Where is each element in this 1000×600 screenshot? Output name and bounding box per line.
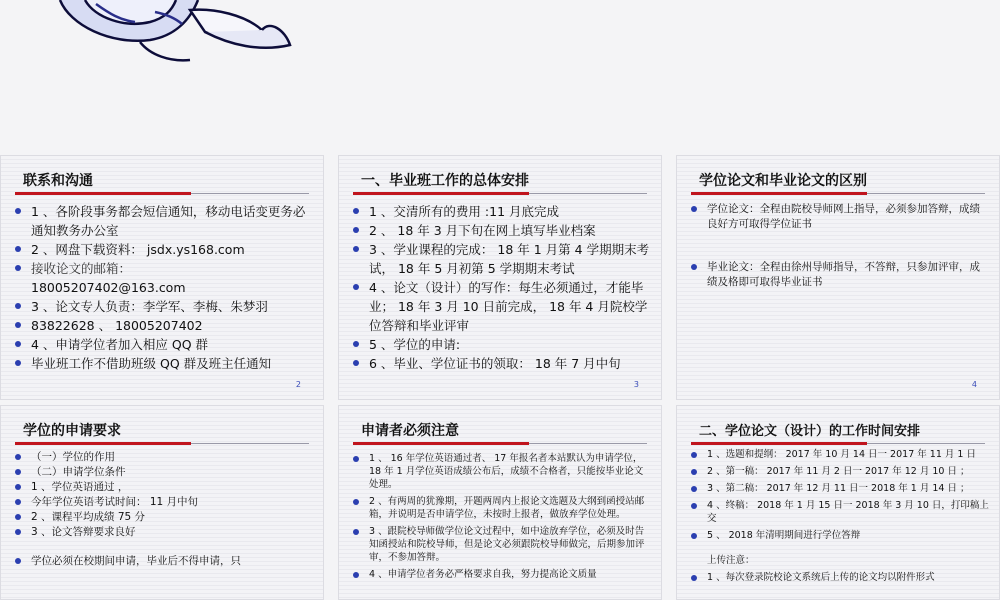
bullet-icon [15,208,21,214]
list-item: 4 、论文（设计）的写作：每生必须通过，才能毕业； 18 年 3 月 10 日前完成， 18 年 4 月院校学位答辩和毕业评审 [351,278,651,335]
slide-contact [0,155,324,400]
bullet-icon [353,246,359,252]
list-item: 3 、学业课程的完成： 18 年 1 月第 4 学期期末考试， 18 年 5 月初第 5 学期期末考试 [351,240,651,278]
bullet-icon [353,284,359,290]
list-item: 5 、 2018 年清明期间进行学位答辩 [689,529,989,542]
list-item: 3 、第二稿： 2017 年 12 月 11 日一 2018 年 1 月 14 日 ； [689,482,989,495]
page-number: 4 [971,380,977,389]
list-item: 4 、申请学位者加入相应 QQ 群 [13,335,313,354]
bullet-icon [691,503,697,509]
bullet-icon [15,499,21,505]
list-item: 4 、终稿： 2018 年 1 月 15 日一 2018 年 3 月 10 日，打印稿上交 [689,499,989,525]
list-item: 2 、课程平均成绩 75 分 [13,510,313,525]
bullet-icon [353,208,359,214]
bullet-icon [353,499,359,505]
list-item: 学位论文：全程由院校导师网上指导，必须参加答辩，成绩良好方可取得学位证书 [689,202,989,232]
list-item: 1 、各阶段事务都会短信通知，移动电话变更务必通知教务办公室 [13,202,313,240]
title-underline [15,192,309,195]
bullet-icon [15,322,21,328]
bullet-icon [353,360,359,366]
bullet-icon [691,206,697,212]
list-item: 4 、申请学位者务必严格要求自我，努力提高论文质量 [351,568,651,581]
slide-overall-plan [338,155,662,400]
title-underline [691,442,985,445]
bullet-icon [691,486,697,492]
list-item: 3 、跟院校导师做学位论文过程中，如中途放弃学位，必须及时告知函授站和院校导师，但是论文必须跟院校导师做完，后期参加评审，不参加答辩。 [351,525,651,564]
list-item: 2 、第一稿： 2017 年 11 月 2 日一 2017 年 12 月 10 日 ； [689,465,989,478]
bullet-icon [15,558,21,564]
list-item: 毕业论文：全程由徐州导师指导，不答辩，只参加评审，成绩及格即可取得毕业证书 [689,260,989,290]
list-item: 5 、学位的申请: [351,335,651,354]
bullet-icon [691,452,697,458]
bullet-icon [15,514,21,520]
list-item: 1 、学位英语通过 ， [13,480,313,495]
list-item: 3 、论文专人负责：李学军、李梅、朱梦羽 [13,297,313,316]
bullet-icon [15,341,21,347]
bullet-icon [691,533,697,539]
list-item: 1 、选题和提纲： 2017 年 10 月 14 日一 2017 年 11 月 1 日 [689,448,989,461]
slide-degree-requirements [0,405,324,600]
slide-title: 申请者必须注意 [361,423,459,439]
list-item: 3 、论文答辩要求良好 [13,525,313,540]
list-item: （一）学位的作用 [13,450,313,465]
list-item: 学位必须在校期间申请，毕业后不得申请，只 [13,554,313,569]
slide-title: 联系和沟通 [23,173,93,189]
bullet-icon [353,227,359,233]
list-item: 毕业班工作不借助班级 QQ 群及班主任通知 [13,354,313,373]
bullet-icon [15,469,21,475]
list-item: 18005207402@163.com [31,280,186,295]
header-illustration [0,0,1000,150]
bullet-icon [353,341,359,347]
list-item: （二）申请学位条件 [13,465,313,480]
title-underline [353,442,647,445]
page-number: 2 [295,380,301,389]
bullet-icon [353,529,359,535]
slide-thesis-schedule [676,405,1000,600]
list-item: 2 、 18 年 3 月下旬在网上填写毕业档案 [351,221,651,240]
bullet-icon [15,454,21,460]
slide-title: 学位的申请要求 [23,423,121,439]
list-item: 1 、交清所有的费用 :11 月底完成 [351,202,651,221]
bullet-icon [691,264,697,270]
slide-title: 学位论文和毕业论文的区别 [699,173,867,189]
list-item: 83822628 、 18005207402 [13,316,313,335]
list-item: 今年学位英语考试时间： 11 月中旬 [13,495,313,510]
list-item: 接收论文的邮箱： [13,259,313,278]
bullet-icon [15,529,21,535]
list-item: 2 、有两周的犹豫期，开题两周内上报论文选题及大纲到函授站邮箱，并说明是否申请学位，未按时上报者，做放弃学位处理。 [351,495,651,521]
bullet-icon [15,484,21,490]
title-underline [353,192,647,195]
bullet-icon [15,265,21,271]
slide-applicant-notes [338,405,662,600]
bullet-icon [15,246,21,252]
bullet-icon [15,360,21,366]
list-item: 1 、每次登录院校论文系统后上传的论文均以附件形式 [689,571,989,584]
bullet-icon [691,575,697,581]
slide-title: 二、学位论文（设计）的工作时间安排 [699,424,921,439]
slide-thesis-difference [676,155,1000,400]
list-item: 上传注意： [707,555,755,566]
title-underline [691,192,985,195]
bullet-icon [15,303,21,309]
page-number: 3 [633,380,639,389]
slide-title: 一、毕业班工作的总体安排 [361,173,529,189]
list-item: 6 、毕业、学位证书的领取： 18 年 7 月中旬 [351,354,651,373]
bullet-icon [353,456,359,462]
bullet-icon [353,572,359,578]
list-item: 1 、 16 年学位英语通过者、 17 年报名者本站默认为申请学位， 18 年 1 月学位英语成绩公布后，成绩不合格者，只能按毕业论文处理。 [351,452,651,491]
bullet-icon [691,469,697,475]
title-underline [15,442,309,445]
list-item: 2 、网盘下载资料： jsdx.ys168.com [13,240,313,259]
